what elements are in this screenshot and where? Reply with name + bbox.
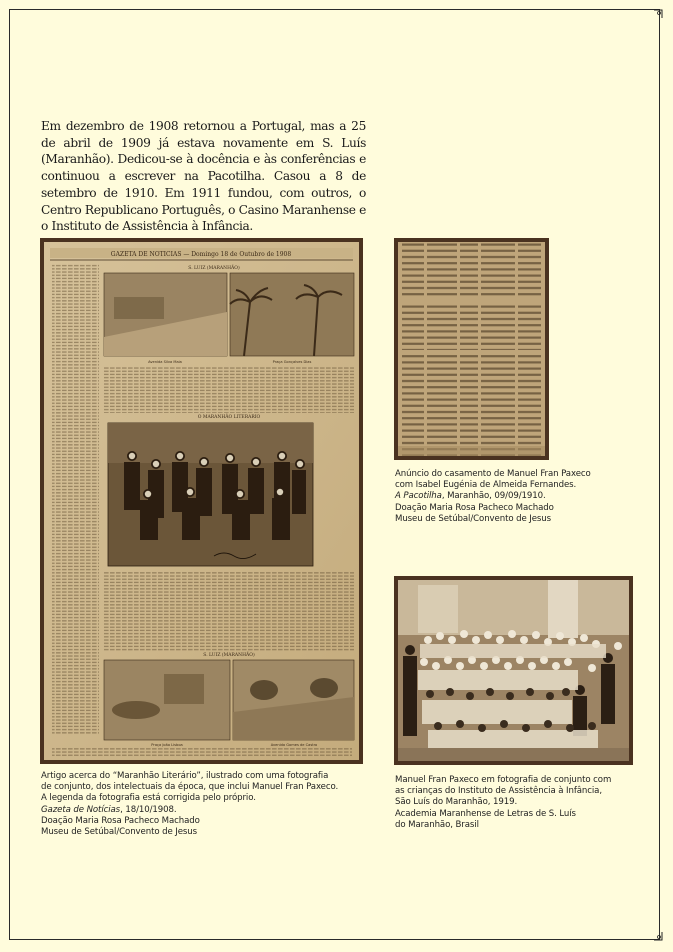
corner-ornament-top-right	[654, 6, 666, 18]
article-caption-line-3: A legenda da fotografia está corrigida pelo próprio.	[41, 793, 256, 804]
wedding-caption-line-1: Anúncio do casamento de Manuel Fran Paxeco	[395, 469, 591, 479]
wedding-caption	[395, 469, 591, 525]
newspaper-bottom-caption-left: Praça João Lisboa	[151, 743, 183, 747]
newspaper-photo-caption-right: Praça Gonçalves Dias	[272, 360, 312, 364]
article-caption-date: , 18/10/1908.	[120, 804, 177, 815]
gazette-title: Gazeta de Notícias	[41, 804, 121, 815]
article-caption-line-1: Artigo acerca do “Maranhão Literário”, ilustrado com uma fotografia	[41, 771, 329, 781]
intro-paragraph	[41, 118, 366, 235]
wedding-caption-date: , Maranhão, 09/09/1910.	[441, 491, 546, 502]
group-photo-caption	[395, 775, 611, 831]
newspaper-section-mid: O MARANHÃO LITERARIO	[197, 415, 261, 420]
group-caption-line-3: São Luís do Maranhão, 1919.	[395, 797, 518, 808]
article-caption-line-6: Museu de Setúbal/Convento de Jesus	[41, 827, 198, 838]
group-caption-line-2: as crianças do Instituto de Assistência à Infância,	[395, 786, 602, 797]
wedding-caption-line-2: com Isabel Eugénia de Almeida Fernandes.	[395, 480, 577, 491]
newspaper-photo-caption-left: Avenida Silva Maia	[148, 360, 182, 364]
article-caption	[41, 771, 338, 838]
newspaper-title: A Pacotilha	[395, 491, 442, 502]
newspaper-masthead: GAZETA DE NOTICIAS — Domingo 18 de Outubro de 1908	[110, 251, 292, 258]
group-caption-line-4: Academia Maranhense de Letras de S. Luís	[395, 808, 576, 819]
newspaper-section-top: S. LUIZ (MARANHÃO)	[188, 266, 240, 271]
article-caption-line-5: Doação Maria Rosa Pacheco Machado	[41, 815, 200, 826]
intro-text: Em dezembro de 1908 retornou a Portugal, mas a 25 de abril de 1909 já estava novamente em S. Luís (Maranhão). Dedicou-se à docência e às conferências e continuou a escrever na Pacotilha. Casou a 8 de setembro de 1910. Em 1911 fundou, com outros, o Centro Republicano Português, o Casino Maranhense e o Instituto de Assistência à Infância.	[41, 119, 366, 234]
pacotilha-clipping-image	[394, 238, 549, 460]
group-caption-line-1: Manuel Fran Paxeco em fotografia de conjunto com	[395, 775, 612, 785]
newspaper-bottom-caption-right: Avenida Gomes de Castro	[270, 743, 318, 747]
wedding-caption-line-4: Doação Maria Rosa Pacheco Machado	[395, 502, 554, 513]
newspaper-clipping-image	[40, 238, 363, 764]
corner-ornament-bottom-right	[654, 932, 666, 944]
wedding-caption-line-3	[395, 491, 591, 502]
article-caption-line-2: de conjunto, dos intelectuais da época, que inclui Manuel Fran Paxeco.	[41, 782, 339, 793]
newspaper-section-bottom: S. LUIZ (MARANHÃO)	[203, 653, 255, 658]
group-photo-image	[394, 576, 633, 765]
group-caption-line-5: do Maranhão, Brasil	[395, 819, 479, 830]
article-caption-line-4	[41, 805, 338, 816]
wedding-caption-line-5: Museu de Setúbal/Convento de Jesus	[395, 513, 552, 524]
